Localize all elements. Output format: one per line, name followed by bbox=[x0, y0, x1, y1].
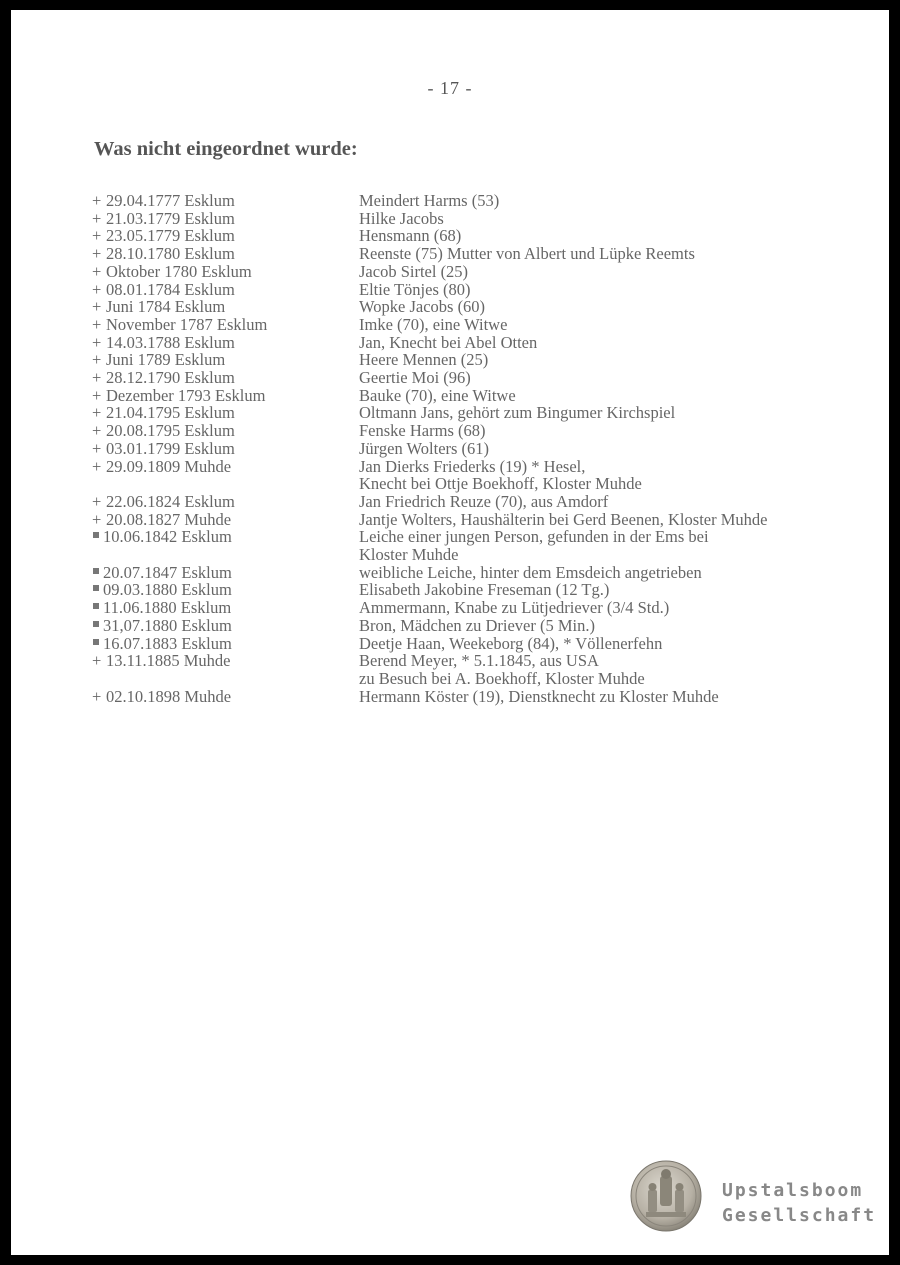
entry-date-text: Oktober 1780 Esklum bbox=[106, 261, 252, 281]
death-cross-marker: + bbox=[92, 421, 102, 441]
entry-description-line: Deetje Haan, Weekeborg (84), * Völlenerfehn bbox=[359, 633, 663, 653]
entry-date bbox=[92, 422, 359, 440]
entry-description-line: Hermann Köster (19), Dienstknecht zu Kloster Muhde bbox=[359, 686, 719, 706]
entry-date-text: November 1787 Esklum bbox=[106, 314, 268, 334]
entry-row bbox=[92, 688, 872, 706]
entry-description-line: Jürgen Wolters (61) bbox=[359, 438, 490, 458]
death-cross-marker: + bbox=[92, 509, 102, 529]
entry-description bbox=[359, 227, 872, 245]
entry-date bbox=[92, 688, 359, 706]
entry-date bbox=[92, 581, 359, 599]
death-cross-marker: + bbox=[92, 385, 102, 405]
entry-date bbox=[92, 564, 359, 582]
entry-date bbox=[92, 210, 359, 228]
entry-row bbox=[92, 440, 872, 458]
entry-description-line: Geertie Moi (96) bbox=[359, 368, 471, 388]
death-cross-marker: + bbox=[92, 261, 102, 281]
entry-date-text: 28.12.1790 Esklum bbox=[106, 368, 235, 388]
entry-date bbox=[92, 599, 359, 617]
entry-date-text: 31,07.1880 Esklum bbox=[103, 615, 232, 635]
entry-description-line: Kloster Muhde bbox=[359, 545, 459, 565]
entry-description-line: Bauke (70), eine Witwe bbox=[359, 385, 516, 405]
entry-date bbox=[92, 617, 359, 635]
entry-description-line: Hilke Jacobs bbox=[359, 208, 444, 228]
entry-date-text: Juni 1784 Esklum bbox=[106, 297, 226, 317]
page-number: - 17 - bbox=[427, 78, 473, 98]
entry-date-text: 20.07.1847 Esklum bbox=[103, 562, 232, 582]
burial-square-marker bbox=[93, 639, 99, 645]
entry-date-text: 08.01.1784 Esklum bbox=[106, 279, 235, 299]
death-cross-marker: + bbox=[92, 491, 102, 511]
entry-description-line: Imke (70), eine Witwe bbox=[359, 314, 508, 334]
entry-description-line: Jan, Knecht bei Abel Otten bbox=[359, 332, 538, 352]
entry-date-text: Juni 1789 Esklum bbox=[106, 350, 226, 370]
entry-description bbox=[359, 688, 872, 706]
entry-date-text: 28.10.1780 Esklum bbox=[106, 244, 235, 264]
entry-row bbox=[92, 210, 872, 228]
entry-description bbox=[359, 652, 872, 687]
entry-date-text: 21.04.1795 Esklum bbox=[106, 403, 235, 423]
burial-square-marker bbox=[93, 603, 99, 609]
entry-date-text: Dezember 1793 Esklum bbox=[106, 385, 266, 405]
entry-description bbox=[359, 599, 872, 617]
entry-description bbox=[359, 192, 872, 210]
entry-date-text: 13.11.1885 Muhde bbox=[106, 651, 231, 671]
entry-date bbox=[92, 263, 359, 281]
death-cross-marker: + bbox=[92, 368, 102, 388]
entry-date bbox=[92, 652, 359, 687]
entry-description-line: Leiche einer jungen Person, gefunden in der Ems bei bbox=[359, 527, 709, 547]
entry-date-text: 20.08.1827 Muhde bbox=[106, 509, 232, 529]
death-cross-marker: + bbox=[92, 297, 102, 317]
entry-date bbox=[92, 298, 359, 316]
entry-date-text: 16.07.1883 Esklum bbox=[103, 633, 232, 653]
entry-date bbox=[92, 351, 359, 369]
entry-description bbox=[359, 440, 872, 458]
entry-date-text: 11.06.1880 Esklum bbox=[103, 598, 232, 618]
society-name bbox=[722, 1178, 876, 1228]
entry-description-line: Knecht bei Ottje Boekhoff, Kloster Muhde bbox=[359, 474, 642, 494]
entry-description-line: Berend Meyer, * 5.1.1845, aus USA bbox=[359, 651, 599, 671]
entry-list bbox=[92, 192, 872, 705]
entry-row bbox=[92, 192, 872, 210]
entry-description-line: zu Besuch bei A. Boekhoff, Kloster Muhde bbox=[359, 668, 645, 688]
entry-date bbox=[92, 369, 359, 387]
entry-row bbox=[92, 617, 872, 635]
entry-description bbox=[359, 581, 872, 599]
entry-description bbox=[359, 334, 872, 352]
death-cross-marker: + bbox=[92, 456, 102, 476]
entry-row bbox=[92, 227, 872, 245]
entry-date-text: 03.01.1799 Esklum bbox=[106, 438, 235, 458]
entry-date-text: 21.03.1779 Esklum bbox=[106, 208, 235, 228]
entry-date bbox=[92, 334, 359, 352]
entry-date-text: 02.10.1898 Muhde bbox=[106, 686, 232, 706]
entry-description bbox=[359, 316, 872, 334]
section-heading: Was nicht eingeordnet wurde: bbox=[94, 138, 358, 160]
entry-date-text: 10.06.1842 Esklum bbox=[103, 527, 232, 547]
entry-description bbox=[359, 635, 872, 653]
entry-row bbox=[92, 581, 872, 599]
entry-description bbox=[359, 263, 872, 281]
death-cross-marker: + bbox=[92, 332, 102, 352]
death-cross-marker: + bbox=[92, 686, 102, 706]
entry-description-line: Heere Mennen (25) bbox=[359, 350, 489, 370]
death-cross-marker: + bbox=[92, 191, 102, 210]
entry-description bbox=[359, 351, 872, 369]
entry-date bbox=[92, 458, 359, 493]
entry-description-line: Bron, Mädchen zu Driever (5 Min.) bbox=[359, 615, 595, 635]
entry-description-line: Jantje Wolters, Haushälterin bei Gerd Beenen, Kloster Muhde bbox=[359, 509, 768, 529]
burial-square-marker bbox=[93, 568, 99, 574]
entry-description bbox=[359, 422, 872, 440]
society-seal-icon bbox=[630, 1160, 702, 1232]
entry-row bbox=[92, 245, 872, 263]
entry-date bbox=[92, 635, 359, 653]
entry-description-line: Elisabeth Jakobine Freseman (12 Tg.) bbox=[359, 580, 610, 600]
entry-description-line: Oltmann Jans, gehört zum Bingumer Kirchspiel bbox=[359, 403, 676, 423]
entry-row bbox=[92, 422, 872, 440]
entry-date-text: 29.04.1777 Esklum bbox=[106, 191, 235, 210]
entry-description-line: Reenste (75) Mutter von Albert und Lüpke Reemts bbox=[359, 244, 695, 264]
entry-description bbox=[359, 493, 872, 511]
death-cross-marker: + bbox=[92, 279, 102, 299]
society-name-line2: Gesellschaft bbox=[722, 1205, 877, 1226]
entry-description-line: Jan Dierks Friederks (19) * Hesel, bbox=[359, 456, 586, 476]
entry-date bbox=[92, 192, 359, 210]
entry-row bbox=[92, 351, 872, 369]
entry-row bbox=[92, 334, 872, 352]
entry-description bbox=[359, 210, 872, 228]
entry-description bbox=[359, 617, 872, 635]
burial-square-marker bbox=[93, 621, 99, 627]
entry-description-line: Eltie Tönjes (80) bbox=[359, 279, 471, 299]
entry-description bbox=[359, 564, 872, 582]
entry-description bbox=[359, 298, 872, 316]
entry-row bbox=[92, 511, 872, 529]
entry-row bbox=[92, 493, 872, 511]
death-cross-marker: + bbox=[92, 651, 102, 671]
entry-date bbox=[92, 245, 359, 263]
entry-date bbox=[92, 404, 359, 422]
entry-description bbox=[359, 245, 872, 263]
entry-row bbox=[92, 528, 872, 563]
entry-date-text: 23.05.1779 Esklum bbox=[106, 226, 235, 246]
entry-date-text: 22.06.1824 Esklum bbox=[106, 491, 235, 511]
entry-row bbox=[92, 369, 872, 387]
entry-description bbox=[359, 387, 872, 405]
entry-date-text: 14.03.1788 Esklum bbox=[106, 332, 235, 352]
entry-row bbox=[92, 404, 872, 422]
entry-date bbox=[92, 227, 359, 245]
entry-description-line: Jan Friedrich Reuze (70), aus Amdorf bbox=[359, 491, 609, 511]
death-cross-marker: + bbox=[92, 438, 102, 458]
entry-row bbox=[92, 564, 872, 582]
burial-square-marker bbox=[93, 585, 99, 591]
entry-description-line: Wopke Jacobs (60) bbox=[359, 297, 486, 317]
death-cross-marker: + bbox=[92, 208, 102, 228]
entry-row bbox=[92, 281, 872, 299]
entry-date bbox=[92, 316, 359, 334]
entry-date-text: 20.08.1795 Esklum bbox=[106, 421, 235, 441]
entry-date bbox=[92, 511, 359, 529]
entry-date bbox=[92, 387, 359, 405]
entry-description bbox=[359, 458, 872, 493]
entry-date-text: 29.09.1809 Muhde bbox=[106, 456, 232, 476]
entry-date bbox=[92, 440, 359, 458]
entry-date bbox=[92, 493, 359, 511]
entry-date bbox=[92, 281, 359, 299]
entry-row bbox=[92, 316, 872, 334]
entry-description bbox=[359, 281, 872, 299]
entry-row bbox=[92, 298, 872, 316]
death-cross-marker: + bbox=[92, 350, 102, 370]
entry-description-line: weibliche Leiche, hinter dem Emsdeich angetrieben bbox=[359, 562, 702, 582]
entry-description bbox=[359, 528, 872, 563]
entry-row bbox=[92, 387, 872, 405]
entry-description-line: Meindert Harms (53) bbox=[359, 191, 500, 210]
entry-date bbox=[92, 528, 359, 563]
entry-description-line: Fenske Harms (68) bbox=[359, 421, 486, 441]
entry-date-text: 09.03.1880 Esklum bbox=[103, 580, 232, 600]
death-cross-marker: + bbox=[92, 244, 102, 264]
death-cross-marker: + bbox=[92, 226, 102, 246]
entry-description-line: Jacob Sirtel (25) bbox=[359, 261, 469, 281]
entry-description-line: Hensmann (68) bbox=[359, 226, 462, 246]
burial-square-marker bbox=[93, 532, 99, 538]
entry-row bbox=[92, 652, 872, 687]
entry-description-line: Ammermann, Knabe zu Lütjedriever (3/4 Std.) bbox=[359, 598, 670, 618]
document-page bbox=[11, 10, 889, 1255]
entry-row bbox=[92, 599, 872, 617]
entry-description bbox=[359, 369, 872, 387]
entry-row bbox=[92, 458, 872, 493]
entry-description bbox=[359, 404, 872, 422]
death-cross-marker: + bbox=[92, 403, 102, 423]
death-cross-marker: + bbox=[92, 314, 102, 334]
society-name-line1: Upstalsboom bbox=[722, 1180, 864, 1201]
entry-description bbox=[359, 511, 872, 529]
entry-row bbox=[92, 635, 872, 653]
entry-row bbox=[92, 263, 872, 281]
